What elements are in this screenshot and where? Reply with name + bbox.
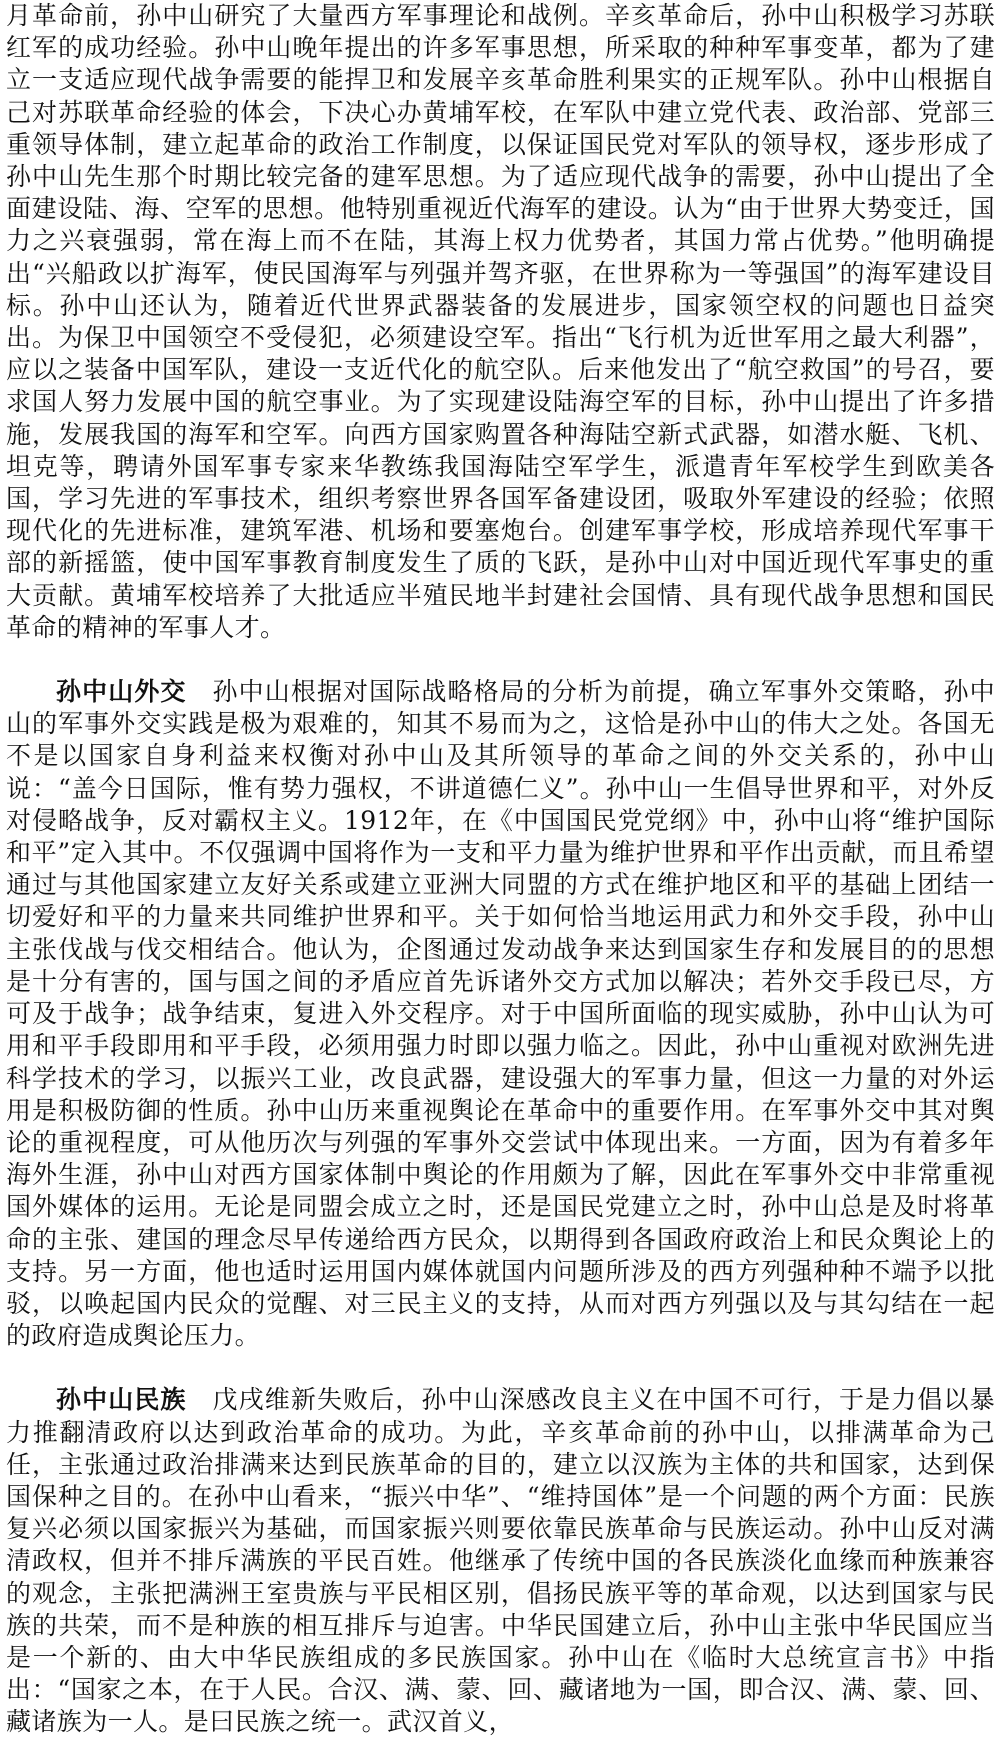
paragraph-military xyxy=(6,0,995,644)
section-heading-diplomacy: 孙中山外交 xyxy=(56,677,187,707)
paragraph-nationality xyxy=(6,1384,995,1738)
paragraph-diplomacy-text: 孙中山根据对国际战略格局的分析为前提，确立军事外交策略，孙中山的军事外交实践是极为艰难的，知其不易而为之，这恰是孙中山的伟大之处。各国无不是以国家自身利益来权衡对孙中山及其所领导的革命之间的外交关系的，孙中山说：“盖今日国际，惟有势力强权，不讲道德仁义”。孙中山一生倡导世界和平，对外反对侵略战争，反对霸权主义。1912年，在《中国国民党党纲》中，孙中山将“维护国际和平”定入其中。不仅强调中国将作为一支和平力量为维护世界和平作出贡献，而且希望通过与其他国家建立友好关系或建立亚洲大同盟的方式在维护地区和平的基础上团结一切爱好和平的力量来共同维护世界和平。关于如何恰当地运用武力和外交手段，孙中山主张伐战与伐交相结合。他认为，企图通过发动战争来达到国家生存和发展目的的思想是十分有害的，国与国之间的矛盾应首先诉诸外交方式加以解决；若外交手段已尽，方可及于战争；战争结束，复进入外交程序。对于中国所面临的现实威胁，孙中山认为可用和平手段即用和平手段，必须用强力时即以强力临之。因此，孙中山重视对欧洲先进科学技术的学习，以振兴工业，改良武器，建设强大的军事力量，但这一力量的对外运用是积极防御的性质。孙中山历来重视舆论在革命中的重要作用。在军事外交中其对舆论的重视程度，可从他历次与列强的军事外交尝试中体现出来。一方面，因为有着多年海外生涯，孙中山对西方国家体制中舆论的作用颇为了解，因此在军事外交中非常重视国外媒体的运用。无论是同盟会成立之时，还是国民党建立之时，孙中山总是及时将革命的主张、建国的理念尽早传递给西方民众，以期得到各国政府政治上和民众舆论上的支持。另一方面，他也适时运用国内媒体就国内问题所涉及的西方列强种种不端予以批驳，以唤起国内民众的觉醒、对三民主义的支持，从而对西方列强以及与其勾结在一起的政府造成舆论压力。 xyxy=(6,677,995,1351)
paragraph-nationality-text: 戊戌维新失败后，孙中山深感改良主义在中国不可行，于是力倡以暴力推翻清政府以达到政治革命的成功。为此，辛亥革命前的孙中山，以排满革命为己任，主张通过政治排满来达到民族革命的目的，建立以汉族为主体的共和国家，达到保国保种之目的。在孙中山看来，“振兴中华”、“维持国体”是一个问题的两个方面：民族复兴必须以国家振兴为基础，而国家振兴则要依靠民族革命与民族运动。孙中山反对满清政权，但并不排斥满族的平民百姓。他继承了传统中国的各民族淡化血缘而种族兼容的观念，主张把满洲王室贵族与平民相区别，倡扬民族平等的革命观，以达到国家与民族的共荣，而不是种族的相互排斥与迫害。中华民国建立后，孙中山主张中华民国应当是一个新的、由大中华民族组成的多民族国家。孙中山在《临时大总统宣言书》中指出：“国家之本，在于人民。合汉、满、蒙、回、藏诸地为一国，即合汉、满、蒙、回、藏诸族为一人。是曰民族之统一。武汉首义， xyxy=(6,1385,995,1737)
paragraph-diplomacy xyxy=(6,676,995,1352)
section-heading-nationality: 孙中山民族 xyxy=(56,1385,187,1415)
paragraph-military-text: 月革命前，孙中山研究了大量西方军事理论和战例。辛亥革命后，孙中山积极学习苏联红军的成功经验。孙中山晚年提出的许多军事思想，所采取的种种军事变革，都为了建立一支适应现代战争需要的能捍卫和发展辛亥革命胜利果实的正规军队。孙中山根据自己对苏联革命经验的体会，下决心办黄埔军校，在军队中建立党代表、政治部、党部三重领导体制，建立起革命的政治工作制度，以保证国民党对军队的领导权，逐步形成了孙中山先生那个时期比较完备的建军思想。为了适应现代战争的需要，孙中山提出了全面建设陆、海、空军的思想。他特别重视近代海军的建设。认为“由于世界大势变迁，国力之兴衰强弱，常在海上而不在陆，其海上权力优势者，其国力常占优势。”他明确提出“兴船政以扩海军，使民国海军与列强并驾齐驱，在世界称为一等强国”的海军建设目标。孙中山还认为，随着近代世界武器装备的发展进步，国家领空权的问题也日益突出。为保卫中国领空不受侵犯，必须建设空军。指出“飞行机为近世军用之最大利器”，应以之装备中国军队，建设一支近代化的航空队。后来他发出了“航空救国”的号召，要求国人努力发展中国的航空事业。为了实现建设陆海空军的目标，孙中山提出了许多措施，发展我国的海军和空军。向西方国家购置各种海陆空新式武器，如潜水艇、飞机、坦克等，聘请外国军事专家来华教练我国海陆空军学生，派遣青年军校学生到欧美各国，学习先进的军事技术，组织考察世界各国军备建设团，吸取外军建设的经验；依照现代化的先进标准，建筑军港、机场和要塞炮台。创建军事学校，形成培养现代军事干部的新摇篮，使中国军事教育制度发生了质的飞跃，是孙中山对中国近现代军事史的重大贡献。黄埔军校培养了大批适应半殖民地半封建社会国情、具有现代战争思想和国民革命的精神的军事人才。 xyxy=(6,1,995,642)
